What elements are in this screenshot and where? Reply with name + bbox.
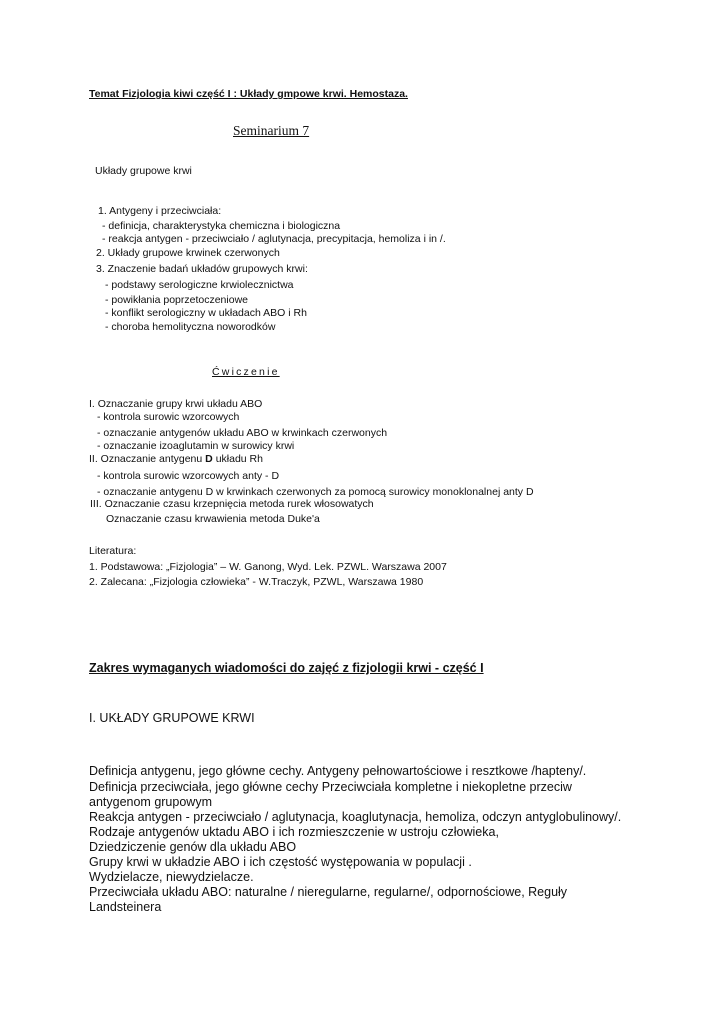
scope-line: Definicja antygenu, jego główne cechy. Antygeny pełnowartościowe i resztkowe /hapteny/. — [89, 764, 587, 778]
seminar-line: - powikłania poprzetoczeniowe — [105, 294, 248, 306]
seminar-line: 2. Układy grupowe krwinek czerwonych — [96, 247, 280, 259]
seminar-number: Seminarium 7 — [233, 123, 310, 138]
exercise-line: I. Oznaczanie grupy krwi układu ABO — [89, 398, 263, 410]
scope-line: antygenom grupowym — [89, 795, 212, 809]
seminar-line: 1. Antygeny i przeciwciała: — [98, 205, 222, 217]
literature-heading: Literatura: — [89, 545, 137, 557]
antigen-d-label: D — [205, 453, 213, 465]
seminar-line: - definicja, charakterystyka chemiczna i biologiczna — [102, 220, 341, 232]
scope-section-title: I. UKŁADY GRUPOWE KRWI — [89, 711, 255, 725]
scope-line: Reakcja antygen - przeciwciało / aglutynacja, koaglutynacja, hemoliza, odczyn antyglobulinowy/. — [89, 810, 622, 824]
exercise-line: III. Oznaczanie czasu krzepnięcia metoda rurek włosowatych — [90, 498, 374, 510]
scope-line: Przeciwciała układu ABO: naturalne / nieregularne, regularne/, odpornościowe, Reguły — [89, 885, 568, 899]
seminar-line: - reakcja antygen - przeciwciało / aglutynacja, precypitacja, hemoliza i in /. — [102, 233, 446, 245]
seminar-line: - konflikt serologiczny w układach ABO i Rh — [105, 307, 307, 319]
exercise-line: Oznaczanie czasu krwawienia metoda Duke'a — [106, 513, 320, 525]
seminar-heading: Układy grupowe krwi — [95, 165, 192, 177]
exercise-line-rh — [89, 453, 263, 466]
seminar-line: - choroba hemolityczna noworodków — [105, 321, 276, 333]
scope-line: Definicja przeciwciała, jego główne cechy Przeciwciała kompletne i niekopletne przeciw — [89, 780, 572, 794]
scope-heading: Zakres wymaganych wiadomości do zajęć z fizjologii krwi - część I — [89, 661, 484, 675]
exercise-line: - oznaczanie izoaglutamin w surowicy krwi — [97, 440, 295, 452]
topic-title: Temat Fizjologia kiwi część I : Układy gmpowe krwi. Hemostaza. — [89, 88, 408, 100]
exercise-line: - oznaczanie antygenu D w krwinkach czerwonych za pomocą surowicy monoklonalnej anty D — [97, 486, 534, 498]
literature-item: 2. Zalecana: „Fizjologia człowieka” - W.Traczyk, PZWL, Warszawa 1980 — [89, 576, 424, 588]
exercise-line-rh-end: układu Rh — [215, 453, 263, 465]
exercise-line: - kontrola surowic wzorcowych — [97, 411, 240, 423]
exercise-line-rh-start: II. Oznaczanie antygenu — [89, 453, 203, 465]
exercise-line: - oznaczanie antygenów układu ABO w krwinkach czerwonych — [97, 427, 388, 439]
scope-line: Rodzaje antygenów uktadu ABO i ich rozmieszczenie w ustroju człowieka, — [89, 825, 499, 839]
scope-line: Dziedziczenie genów dla układu ABO — [89, 840, 297, 854]
literature-item: 1. Podstawowa: „Fizjologia” – W. Ganong, Wyd. Lek. PZWL. Warszawa 2007 — [89, 561, 447, 573]
scope-line: Grupy krwi w układzie ABO i ich częstość występowania w populacji . — [89, 855, 472, 869]
exercise-heading: Ćwiczenie — [212, 366, 280, 378]
exercise-line: - kontrola surowic wzorcowych anty - D — [97, 470, 280, 482]
seminar-line: 3. Znaczenie badań układów grupowych krwi: — [96, 263, 308, 275]
scope-line: Landsteinera — [89, 900, 162, 914]
scope-line: Wydzielacze, niewydzielacze. — [89, 870, 254, 884]
seminar-line: - podstawy serologiczne krwiolecznictwa — [105, 279, 294, 291]
